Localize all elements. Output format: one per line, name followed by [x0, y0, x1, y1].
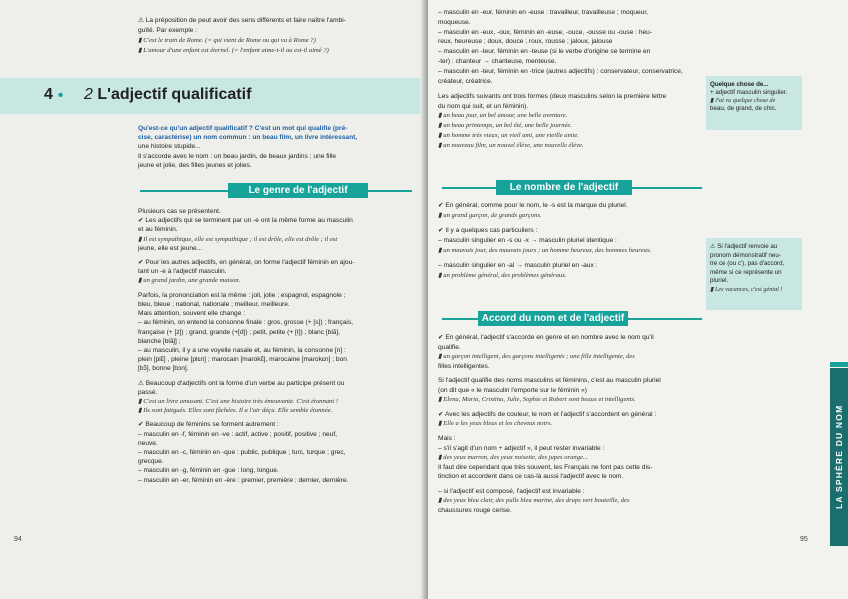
text-line: [bɔ̃], bonne [bɔn].	[138, 365, 189, 373]
text-line: (on dit que « le masculin l'emporte sur le féminin »)	[438, 386, 587, 394]
section-rule-right	[368, 190, 412, 192]
text-line: – au masculin, il y a une voyelle nasale et, au féminin, la consonne [n] :	[138, 346, 346, 354]
text-line: reux, heureuse ; doux, douce ; roux, rousse ; jaloux, jalouse	[438, 38, 613, 46]
section-title-nombre: Le nombre de l'adjectif	[496, 180, 632, 195]
text-line: ⚠ Beaucoup d'adjectifs ont la forme d'un verbe au participe présent ou	[138, 379, 345, 387]
chapter-subnumber: 2	[84, 86, 93, 103]
text-line: – si l'adjectif est composé, l'adjectif est invariable :	[438, 487, 585, 495]
text-line: – masculin en -eur, féminin en -euse : travailleur, travailleuse ; moqueur,	[438, 9, 649, 16]
text-line: – s'il s'agit d'un nom + adjectif », il peut rester invariable :	[438, 444, 605, 452]
text-line: ▮ Ils sont fatigués. Elles sont fâchées. Il a l'air déçu. Elle semble étonnée.	[138, 407, 333, 415]
text-line: ⚠ Si l'adjectif renvoie au	[710, 243, 778, 250]
text-line: ▮ J'ai vu quelque chose de	[710, 97, 776, 104]
page-number-left: 94	[14, 536, 22, 543]
text-line: ▮ des yeux marron, des yeux noisette, des jupes orange...	[438, 454, 588, 462]
chapter-title	[84, 86, 251, 104]
text-line: – masculin singulier en -s ou -x → masculin pluriel identique :	[438, 236, 617, 244]
text-line: beau, de grand, de chic.	[710, 105, 777, 112]
text-line: ▮ L'amour d'une enfant est éternel. (= l'enfant aime-t-il ou est-il aimé ?)	[138, 47, 329, 54]
text-line: ▮ un grand garçon, de grands garçons.	[438, 211, 542, 219]
chapter-dot: •	[58, 87, 64, 104]
text-line: ▮ un mauvais jour, des mauvais jours ; un homme heureux, des hommes heureux.	[438, 246, 652, 254]
text-line: Mais attention, souvent elle change :	[138, 310, 246, 318]
section-rule-right	[632, 187, 702, 189]
section-rule-left	[442, 318, 478, 320]
text-line: ▮ C'est le train de Rome. (= qui vient de Rome ou qui va à Rome ?)	[138, 37, 316, 44]
text-line: filles intelligentes.	[438, 362, 490, 370]
chapter-title-text: L'adjectif qualificatif	[97, 86, 252, 103]
text-line: ✔ Pour les autres adjectifs, en général, on forme l'adjectif féminin en ajou-	[138, 259, 355, 267]
text-line: – masculin en -c, féminin en -que : public, publique ; turc, turque ; grec,	[138, 449, 346, 457]
text-line: tinction et accordent dans ce cas-là aussi l'adjectif avec le nom.	[438, 473, 624, 481]
text-line: ▮ un problème général, des problèmes généraux.	[438, 271, 567, 279]
sidebar-note-ce	[706, 238, 802, 310]
text-line: ▮ un garçon intelligent, des garçons intelligents ; une fille intelligente, des	[438, 353, 635, 360]
text-line: ▮ un nouveau film, un nouvel élève, une nouvelle élève.	[438, 141, 584, 149]
section-title-genre: Le genre de l'adjectif	[228, 183, 368, 198]
text-line: ⚠ La préposition de peut avoir des sens différents et faire naître l'ambi-	[138, 17, 346, 24]
text-line: – au féminin, on entend la consonne finale : gros, grosse (+ [s]) ; français,	[138, 319, 353, 327]
text-line: ✔ Avec les adjectifs de couleur, le nom et l'adjectif s'accordent en général :	[438, 410, 657, 418]
text-line: ▮ un beau jour, un bel amour, une belle aventure.	[438, 112, 568, 120]
text-line: ▮ un beau printemps, un bel été, une belle journée.	[438, 122, 573, 130]
text-line: – masculin en -eux, -oux, féminin en -euse, -ouce, -ousse ou -ouse : heu-	[438, 28, 653, 36]
text-line: Si l'adjectif qualifie des noms masculins et féminins, c'est au masculin pluriel	[438, 377, 661, 385]
text-line: ▮ C'est un livre amusant. C'est une histoire très émouvante. C'est étonnant !	[138, 397, 339, 405]
text-line: ✔ En général, comme pour le nom, le -s est la marque du pluriel.	[438, 202, 628, 209]
text-line: créateur, créatrice.	[438, 77, 493, 85]
chapter-number: 4	[44, 86, 53, 103]
text-line: – masculin en -teur, féminin en -trice (autres adjectifs) : conservateur, conservatrice,	[438, 67, 683, 75]
text-line: – masculin singulier en -al → masculin pluriel en -aux :	[438, 261, 598, 269]
text-line: moqueuse.	[438, 18, 471, 26]
text-line: chaussures rouge cerise.	[438, 506, 512, 514]
text-line: et au féminin.	[138, 226, 178, 234]
text-line: grecque.	[138, 458, 164, 466]
section-rule-left	[140, 190, 228, 192]
text-line: ▮ Elena, Maria, Cristina, Julie, Sophie et Robert sont beaux et intelligents.	[438, 396, 636, 404]
text-line: pronom démonstratif neu-	[710, 251, 781, 259]
text-line: tre ce (ou c'), pas d'accord,	[710, 260, 785, 268]
text-line: blanche [blãʃ] ;	[138, 337, 181, 345]
text-line: Mais :	[438, 435, 456, 443]
text-line: tant un -e à l'adjectif masculin.	[138, 268, 227, 276]
text-line: ✔ Les adjectifs qui se terminent par un -e ont la même forme au masculin	[138, 217, 353, 225]
text-line: Il faut dire cependant que très souvent, les Français ne font pas cette dis-	[438, 463, 653, 471]
chapter-tab-bar	[830, 362, 848, 367]
text-line: cise, caractérise) un nom commun : un beau film, un livre intéressant,	[138, 134, 358, 142]
text-line: ▮ un grand jardin, une grande maison.	[138, 277, 241, 285]
text-line: bleu, bleue ; national, nationale ; meilleur, meilleure.	[138, 300, 290, 308]
text-line: jeune et jolie, des filles jeunes et jolies.	[138, 161, 252, 169]
text-line: Quelque chose de...	[710, 81, 769, 88]
text-line: Il s'accorde avec le nom : un beau jardin, de beaux jardins ; une fille	[138, 152, 337, 160]
text-line: Qu'est-ce qu'un adjectif qualificatif ? C'est un mot qui qualifie (pré-	[138, 125, 348, 132]
text-line: Parfois, la prononciation est la même : joli, jolie ; espagnol, espagnole ;	[138, 291, 346, 299]
text-line: ▮ des yeux bleu clair, des pulls bleu marine, des draps vert bouteille, des	[438, 497, 630, 505]
text-line: guïté. Par exemple :	[138, 27, 198, 34]
text-line: jeune, elle est jeune...	[138, 244, 203, 252]
text-line: – masculin en -g, féminin en -gue : long, longue.	[138, 467, 279, 475]
text-line: neuve.	[138, 439, 158, 447]
text-line: + adjectif masculin singulier.	[710, 89, 788, 96]
section-rule-right	[628, 318, 702, 320]
text-line: ▮ Les vacances, c'est génial !	[710, 286, 783, 293]
text-line: une histoire stupide...	[138, 143, 201, 151]
text-line: qualifie.	[438, 343, 461, 351]
text-line: ✔ En général, l'adjectif s'accorde en genre et en nombre avec le nom qu'il	[438, 334, 654, 341]
text-line: plein [plɛ̃] , pleine [plɛn] ; marocain [marokɛ̃], marocaine [marokɛn] ; bon	[138, 356, 347, 364]
text-line: ▮ Elle a les yeux bleus et les cheveux noirs.	[438, 420, 553, 428]
text-line: ✔ Beaucoup de féminins se forment autrement :	[138, 421, 279, 429]
text-line: du nom qui suit, et un féminin).	[438, 102, 529, 110]
text-line: passé.	[138, 388, 158, 396]
text-line: – masculin en -er, féminin en -ère : premier, première ; dernier, dernière.	[138, 476, 349, 484]
text-line: pluriel.	[710, 277, 729, 285]
section-rule-left	[442, 187, 496, 189]
text-line: Les adjectifs suivants ont trois formes (deux masculins selon la première lettre	[438, 92, 667, 100]
text-line: même si ce représente un	[710, 268, 782, 276]
text-line: – masculin en -f, féminin en -ve : actif, active ; positif, positive ; neuf,	[138, 430, 338, 438]
page-number-right: 95	[800, 536, 808, 543]
text-line: ▮ Il est sympathique, elle est sympathique ; il est drôle, elle est drôle ; il est	[138, 235, 338, 243]
section-title-accord: Accord du nom et de l'adjectif	[478, 311, 628, 326]
text-line: Plusieurs cas se présentent.	[138, 208, 221, 215]
text-line: française (+ [z]) ; grand, grande (+[d]) ; petit, petite (+ [t]) ; blanc [blã],	[138, 328, 341, 336]
text-line: – masculin en -teur, féminin en -teuse (si le verbe d'origine se termine en	[438, 48, 651, 56]
sidebar-note-quelque-chose	[706, 76, 802, 130]
text-line: ✔ Il y a quelques cas particuliers :	[438, 226, 538, 234]
text-line: -ter) : chanteur → chanteuse, menteuse.	[438, 58, 557, 65]
text-line: ▮ un homme très vieux, un vieil ami, une vieille amie.	[438, 131, 579, 139]
chapter-tab-label: LA SPHÈRE DU NOM	[834, 404, 844, 510]
